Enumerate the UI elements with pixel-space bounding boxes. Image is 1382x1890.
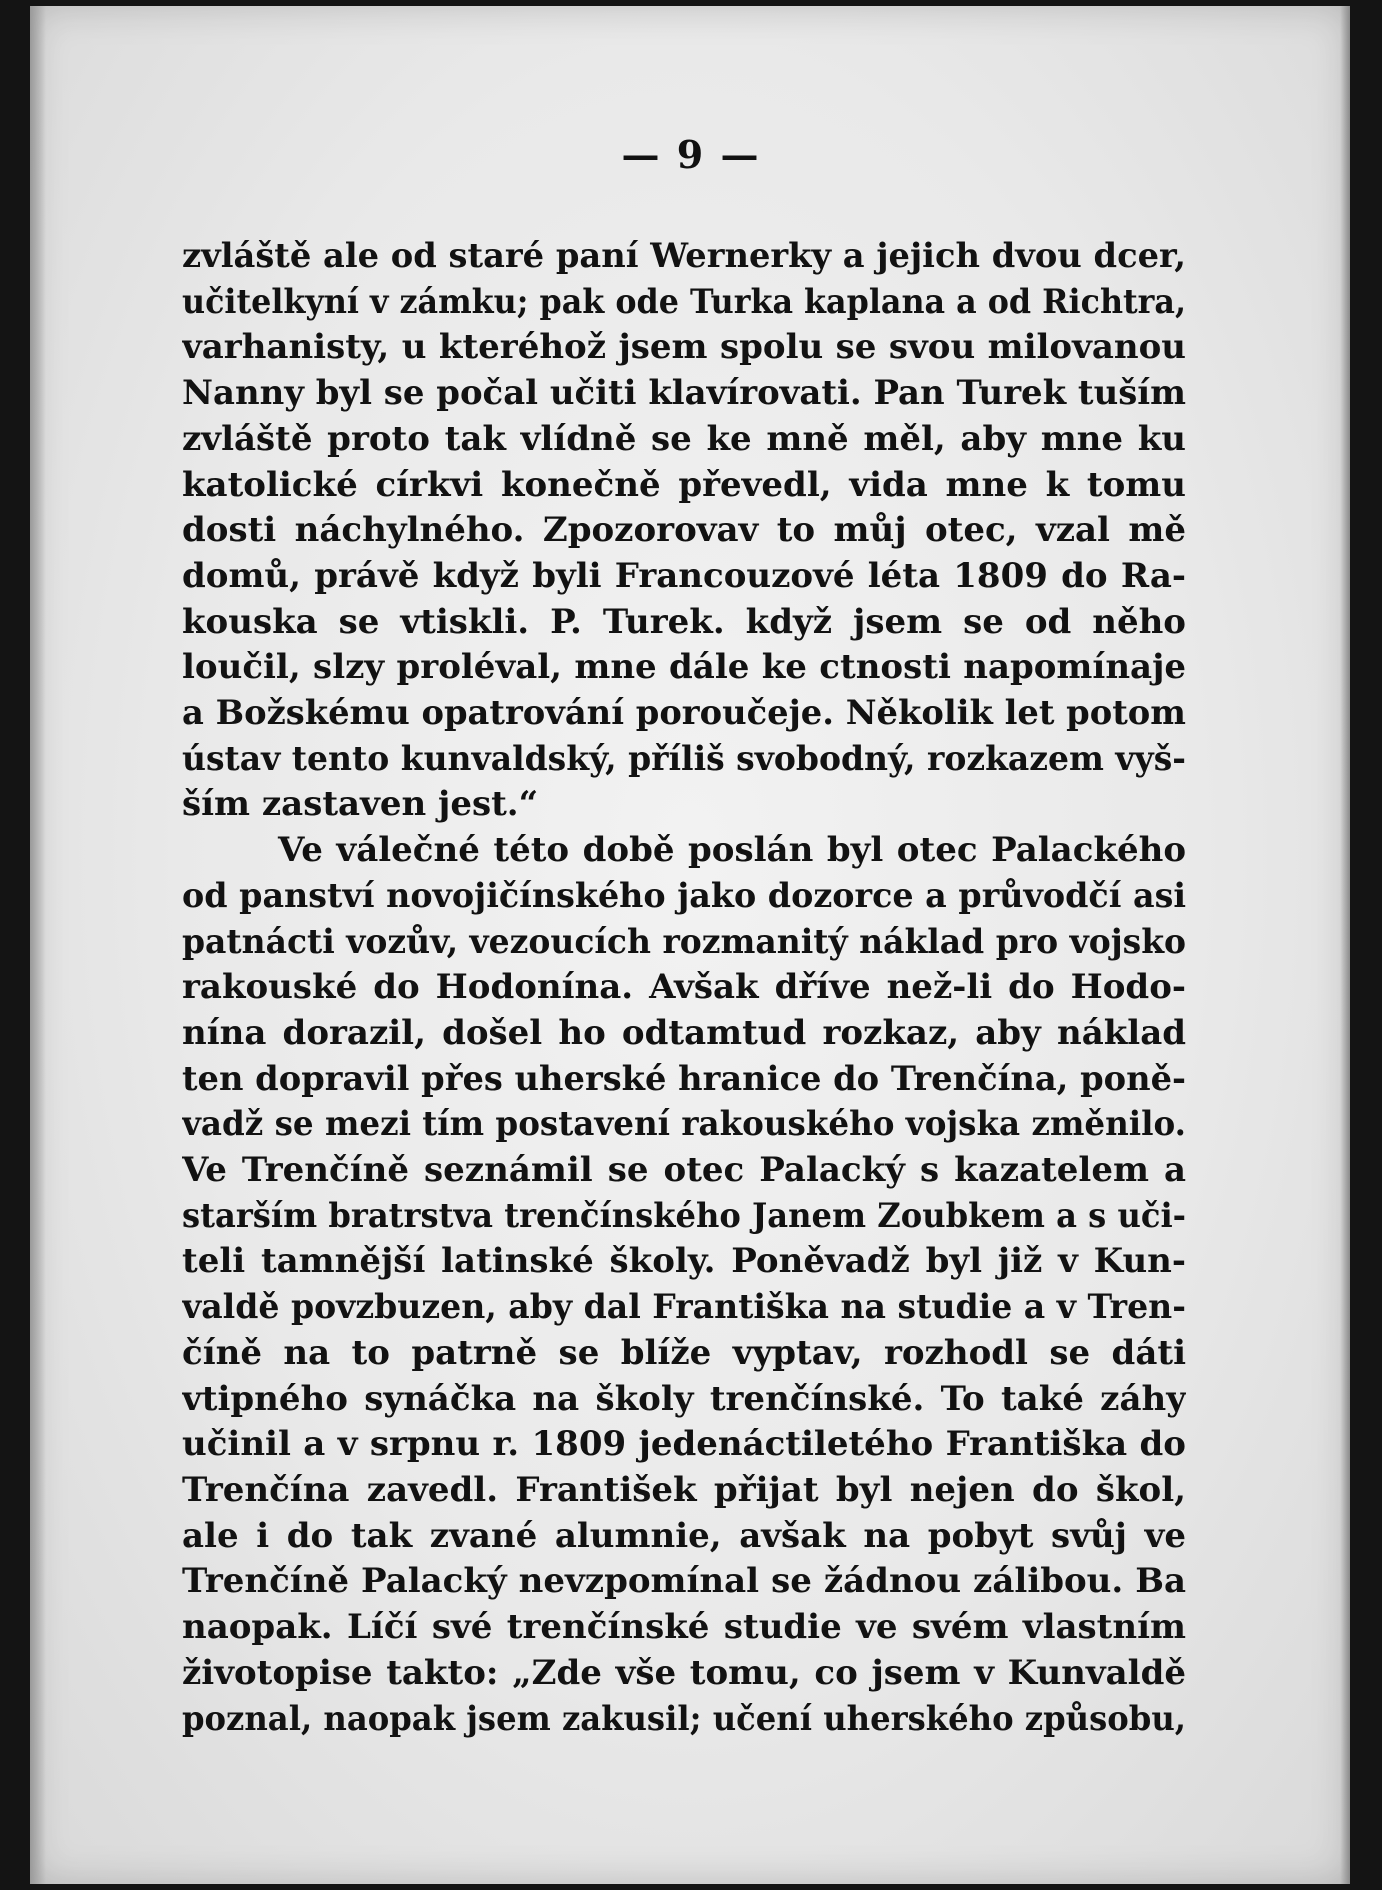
text-line: loučil, slzy proléval, mne dále ke ctnosti napomínaje [182, 647, 1186, 688]
text-line: ale i do tak zvané alumnie, avšak na pobyt svůj ve [182, 1515, 1186, 1556]
text-line: ústav tento kunvaldský, příliš svobodný, rozkazem vyš- [182, 738, 1186, 779]
body-text [182, 234, 1186, 1742]
text-line: Trenčíně Palacký nevzpomínal se žádnou zálibou. Ba [182, 1561, 1186, 1602]
text-line: zvláště ale od staré paní Wernerky a jejich dvou dcer, [182, 236, 1186, 276]
text-line: učinil a v srpnu r. 1809 jedenáctiletého Františka do [182, 1424, 1186, 1465]
page-number: — 9 — [621, 132, 761, 177]
text-line: číně na to patrně se blíže vyptav, rozhodl se dáti [182, 1332, 1186, 1373]
text-line: a Božskému opatrování poroučeje. Několik let potom [182, 693, 1186, 734]
text-line: zvláště proto tak vlídně se ke mně měl, aby mne ku [182, 418, 1186, 459]
text-line: patnácti vozův, vezoucích rozmanitý náklad pro vojsko [182, 921, 1186, 962]
text-line: ším zastaven jest.“ [182, 784, 539, 825]
text-line: katolické církvi konečně převedl, vida mne k tomu [182, 464, 1186, 505]
page-edge-shadow-left [30, 6, 46, 1884]
text-line: vadž se mezi tím postavení rakouského vojska změnilo. [182, 1104, 1186, 1145]
text-line: domů, právě když byli Francouzové léta 1809 do Ra- [182, 555, 1186, 596]
text-line: nína dorazil, došel ho odtamtud rozkaz, aby náklad [182, 1012, 1186, 1053]
text-line: dosti náchylného. Zpozorovav to můj otec, vzal mě [182, 510, 1186, 551]
text-line: Ve Trenčíně seznámil se otec Palacký s kazatelem a [182, 1150, 1186, 1191]
text-line: životopise takto: „Zde vše tomu, co jsem v Kunvaldě [182, 1652, 1186, 1693]
page-edge-shadow-right [1340, 6, 1350, 1884]
text-line: kouska se vtiskli. P. Turek. když jsem se od něho [182, 601, 1186, 642]
text-line: Nanny byl se počal učiti klavírovati. Pan Turek tuším [182, 373, 1186, 414]
text-line: naopak. Líčí své trenčínské studie ve svém vlastním [182, 1607, 1186, 1648]
text-line: od panství novojičínského jako dozorce a průvodčí asi [182, 875, 1186, 916]
text-line: poznal, naopak jsem zakusil; učení uherského způsobu, [182, 1698, 1186, 1739]
text-line: Ve válečné této době poslán byl otec Palackého [278, 830, 1186, 871]
text-line: teli tamnější latinské školy. Poněvadž byl již v Kun- [182, 1241, 1186, 1282]
text-line: varhanisty, u kteréhož jsem spolu se svou milovanou [182, 327, 1186, 368]
text-line: rakouské do Hodonína. Avšak dříve než-li do Hodo- [182, 967, 1186, 1008]
text-line: starším bratrstva trenčínského Janem Zoubkem a s uči- [182, 1195, 1186, 1236]
text-line: vtipného synáčka na školy trenčínské. To také záhy [182, 1378, 1186, 1419]
text-line: učitelkyní v zámku; pak ode Turka kaplana a od Richtra, [182, 281, 1186, 322]
text-line: Trenčína zavedl. František přijat byl nejen do škol, [182, 1469, 1186, 1510]
text-line: ten dopravil přes uherské hranice do Trenčína, poně- [182, 1058, 1186, 1099]
text-line: valdě povzbuzen, aby dal Františka na studie a v Tren- [182, 1287, 1186, 1328]
